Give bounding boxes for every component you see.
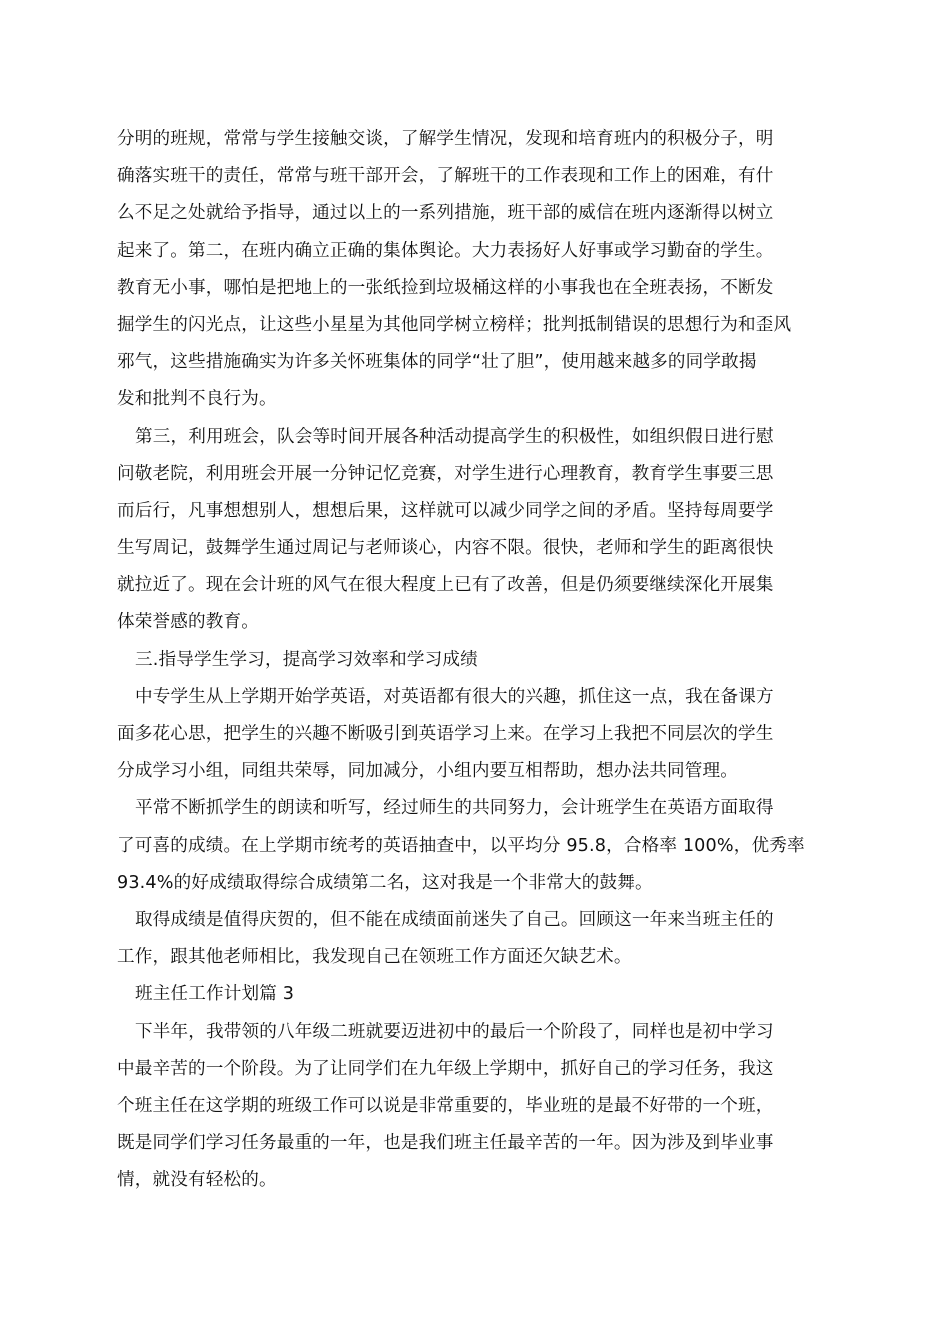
text-line: 问敬老院，利用班会开展一分钟记忆竞赛，对学生进行心理教育，教育学生事要三思 <box>117 463 774 484</box>
paragraph-start-line: 下半年，我带领的八年级二班就要迈进初中的最后一个阶段了，同样也是初中学习 <box>135 1021 774 1042</box>
text-line: 教育无小事，哪怕是把地上的一张纸捡到垃圾桶这样的小事我也在全班表扬，不断发 <box>117 277 774 298</box>
text-line: 工作，跟其他老师相比，我发现自己在领班工作方面还欠缺艺术。 <box>117 947 632 968</box>
paragraph-start-line: 第三，利用班会，队会等时间开展各种活动提高学生的积极性，如组织假日进行慰 <box>135 426 774 447</box>
text-line: 起来了。第二，在班内确立正确的集体舆论。大力表扬好人好事或学习勤奋的学生。 <box>117 240 774 261</box>
text-line: 情，就没有轻松的。 <box>117 1170 277 1191</box>
text-line: 就拉近了。现在会计班的风气在很大程度上已有了改善，但是仍须要继续深化开展集 <box>117 575 774 596</box>
text-line: 面多花心思，把学生的兴趣不断吸引到英语学习上来。在学习上我把不同层次的学生 <box>117 724 774 744</box>
text-line: 确落实班干的责任，常常与班干部开会，了解班干的工作表现和工作上的困难，有什 <box>117 166 774 187</box>
text-line: 中最辛苦的一个阶段。为了让同学们在九年级上学期中，抓好自己的学习任务，我这 <box>117 1058 774 1079</box>
text-line: 体荣誉感的教育。 <box>117 612 259 633</box>
text-line: 93.4%的好成绩取得综合成绩第二名，这对我是一个非常大的鼓舞。 <box>117 872 653 893</box>
text-line: 生写周记，鼓舞学生通过周记与老师谈心，内容不限。很快，老师和学生的距离很快 <box>117 538 774 559</box>
text-line: 掘学生的闪光点，让这些小星星为其他同学树立榜样；批判抵制错误的思想行为和歪风 <box>117 314 792 335</box>
section-heading: 三.指导学生学习，提高学习效率和学习成绩 <box>135 649 478 670</box>
text-line: 么不足之处就给予指导，通过以上的一系列措施，班干部的威信在班内逐渐得以树立 <box>117 203 774 224</box>
text-line: 而后行，凡事想想别人，想想后果，这样就可以减少同学之间的矛盾。坚持每周要学 <box>117 500 774 521</box>
text-line: 发和批判不良行为。 <box>117 389 277 410</box>
section-title: 班主任工作计划篇 3 <box>135 984 295 1005</box>
paragraph-start-line: 平常不断抓学生的朗读和听写，经过师生的共同努力，会计班学生在英语方面取得 <box>135 798 774 819</box>
text-line: 邪气，这些措施确实为许多关怀班集体的同学“壮了胆”，使用越来越多的同学敢揭 <box>117 352 757 373</box>
text-line: 既是同学们学习任务最重的一年，也是我们班主任最辛苦的一年。因为涉及到毕业事 <box>117 1133 774 1154</box>
text-line: 个班主任在这学期的班级工作可以说是非常重要的，毕业班的是最不好带的一个班， <box>117 1095 774 1116</box>
text-line: 分成学习小组，同组共荣辱，同加减分，小组内要互相帮助，想办法共同管理。 <box>117 761 739 782</box>
paragraph-start-line: 中专学生从上学期开始学英语，对英语都有很大的兴趣，抓住这一点，我在备课方 <box>135 686 774 707</box>
text-line: 了可喜的成绩。在上学期市统考的英语抽查中，以平均分 95.8，合格率 100%，优秀率 <box>117 835 805 856</box>
text-line: 分明的班规，常常与学生接触交谈，了解学生情况，发现和培育班内的积极分子，明 <box>117 129 774 149</box>
document-body <box>117 121 837 1199</box>
paragraph-start-line: 取得成绩是值得庆贺的，但不能在成绩面前迷失了自己。回顾这一年来当班主任的 <box>135 909 774 930</box>
